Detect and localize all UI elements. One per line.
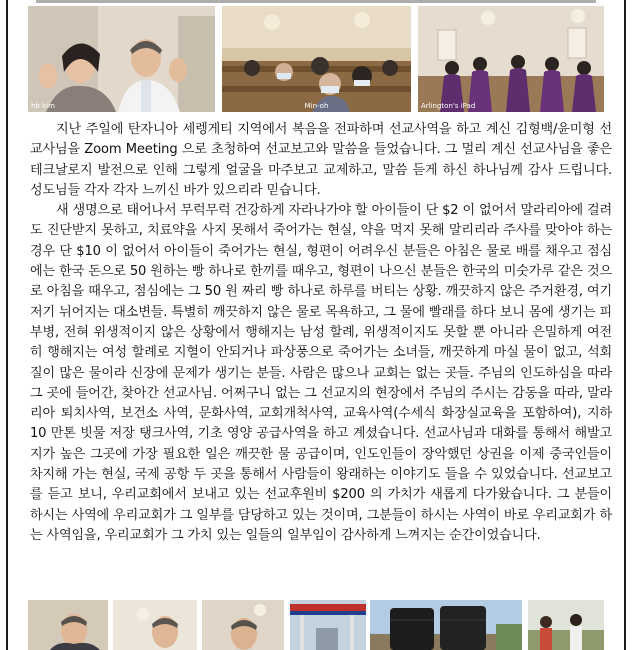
bottom-photo-art-2 — [113, 600, 197, 650]
photo-outdoor-people — [528, 600, 604, 650]
zoom-photo-choir — [418, 6, 604, 112]
zoom-photo-missionaries — [28, 6, 215, 112]
bottom-photo-art-1 — [28, 600, 108, 650]
paragraph-mission-report: 새 생명으로 태어나서 무럭무럭 건강하게 자라나가야 할 아이들이 단 $2 이 없어서 말라리아에 걸려도 진단받지 못하고, 치료약을 사지 못해서 죽어가는 현실, 약을 먹지 못해 말리리라 주사를 맞아야 하는 경우 단 $10 이 없어서 아이들이 죽어가는 현실, 형편이 어려우신 분들은 아침은 물로 배를 채우고 점심에는 한국 돈으로 50 원하는 빵 하나로 한끼를 때우고, 형편이 나으신 분들은 한국의 미숫가루 같은 것으로 아침을 때우고, 점심에는 그 50 원 짜리 빵 하나로 하루를 버티는 상황. 깨끗하지 않은 주거환경, 여기저기 뉘어지는 대소변들. 특별히 깨끗하지 않은 물로 목욕하고, 그 물에 빨래를 하다 보니 몸에 생기는 피부병, 전혀 위생적이지 않은 상황에서 행해지는 남성 할례, 위생적이지도 못할 뿐 아니라 은밀하게 여전히 행해지는 여성 할례로 지혈이 안되거나 파상풍으로 죽어가는 소녀들, 깨끗하게 마실 물이 없고, 석회질이 많은 물이라 신장에 문제가 생기는 분들. 사람은 많으나 교회는 없는 곳들. 주님의 인도하심을 따라 그 곳에 들어간, 찾아간 선교사님. 어쩌구니 없는 그 선교지의 현장에서 주님의 주시는 감동을 따라, 말라리아 퇴치사역, 보건소 사역, 문화사역, 교회개척사역, 교육사역(수세식 화장실교육을 포함하여), 지하 10 만톤 빗물 저장 탱크사역, 기초 영양 공급사역을 하고 계셨습니다. 선교사님과 대화를 통해서 해발고지가 높은 그곳에 가장 필요한 일은 깨끗한 물 공급이며, 인도인들이 장악했던 상권을 이제 중국인들이 차지해 가는 현실, 국제 공항 두 곳을 통해서 사람들이 왕래하는 이야기도 들을 수 있었습니다. 선교보고를 듣고 보니, 우리교회에서 보내고 있는 선교후원비 $200 의 가치가 새롭게 다가왔습니다. 그 분들이 하시는 사역에 우리교회가 그 일부를 담당하고 있는 것이며, 그분들이 하시는 사역이 바로 우리교회가 하는 사역임을, 우리교회가 그 가치 있는 일들의 일부임이 감사하게 느껴지는 순간이었습니다. — [30, 203, 612, 543]
outdoor-people-photo-art — [528, 600, 604, 650]
choir-photo-art — [418, 6, 604, 112]
zoom-tile-label: Min-oh — [304, 102, 329, 110]
zoom-tile-label: Arlington's iPad — [421, 102, 476, 110]
missionaries-photo-art — [28, 6, 215, 112]
photo-gas-station — [290, 600, 366, 650]
photo-water-tanks — [370, 600, 522, 650]
photo-row-bottom — [28, 600, 604, 650]
paragraph-intro: 지난 주일에 탄자니아 세렝게티 지역에서 복음을 전파하며 선교사역을 하고 계신 김형백/윤미형 선교사님을 Zoom Meeting 으로 초청하여 선교보고와 말씀을 들었습니다. 그 멀리 계신 선교사님을 좋은 테크날로지 발전으로 인해 그렇게 얼굴을 마주보고 교제하고, 말씀 듣게 하신 하나님께 감사 드립니다. 성도님들 각자 각자 느끼신 바가 있으리라 믿습니다. — [30, 122, 612, 198]
article-body — [30, 120, 612, 546]
gas-station-photo-art — [290, 600, 366, 650]
zoom-photo-row-top — [28, 6, 604, 112]
photo-missionary-bottom-3 — [202, 600, 284, 650]
photo-missionary-bottom-2 — [113, 600, 197, 650]
photo-missionary-bottom-1 — [28, 600, 108, 650]
zoom-tile-label: hb kim — [31, 102, 55, 110]
bottom-photo-art-3 — [202, 600, 284, 650]
congregation-photo-art — [222, 6, 411, 112]
zoom-photo-congregation — [222, 6, 411, 112]
water-tanks-photo-art — [370, 600, 522, 650]
